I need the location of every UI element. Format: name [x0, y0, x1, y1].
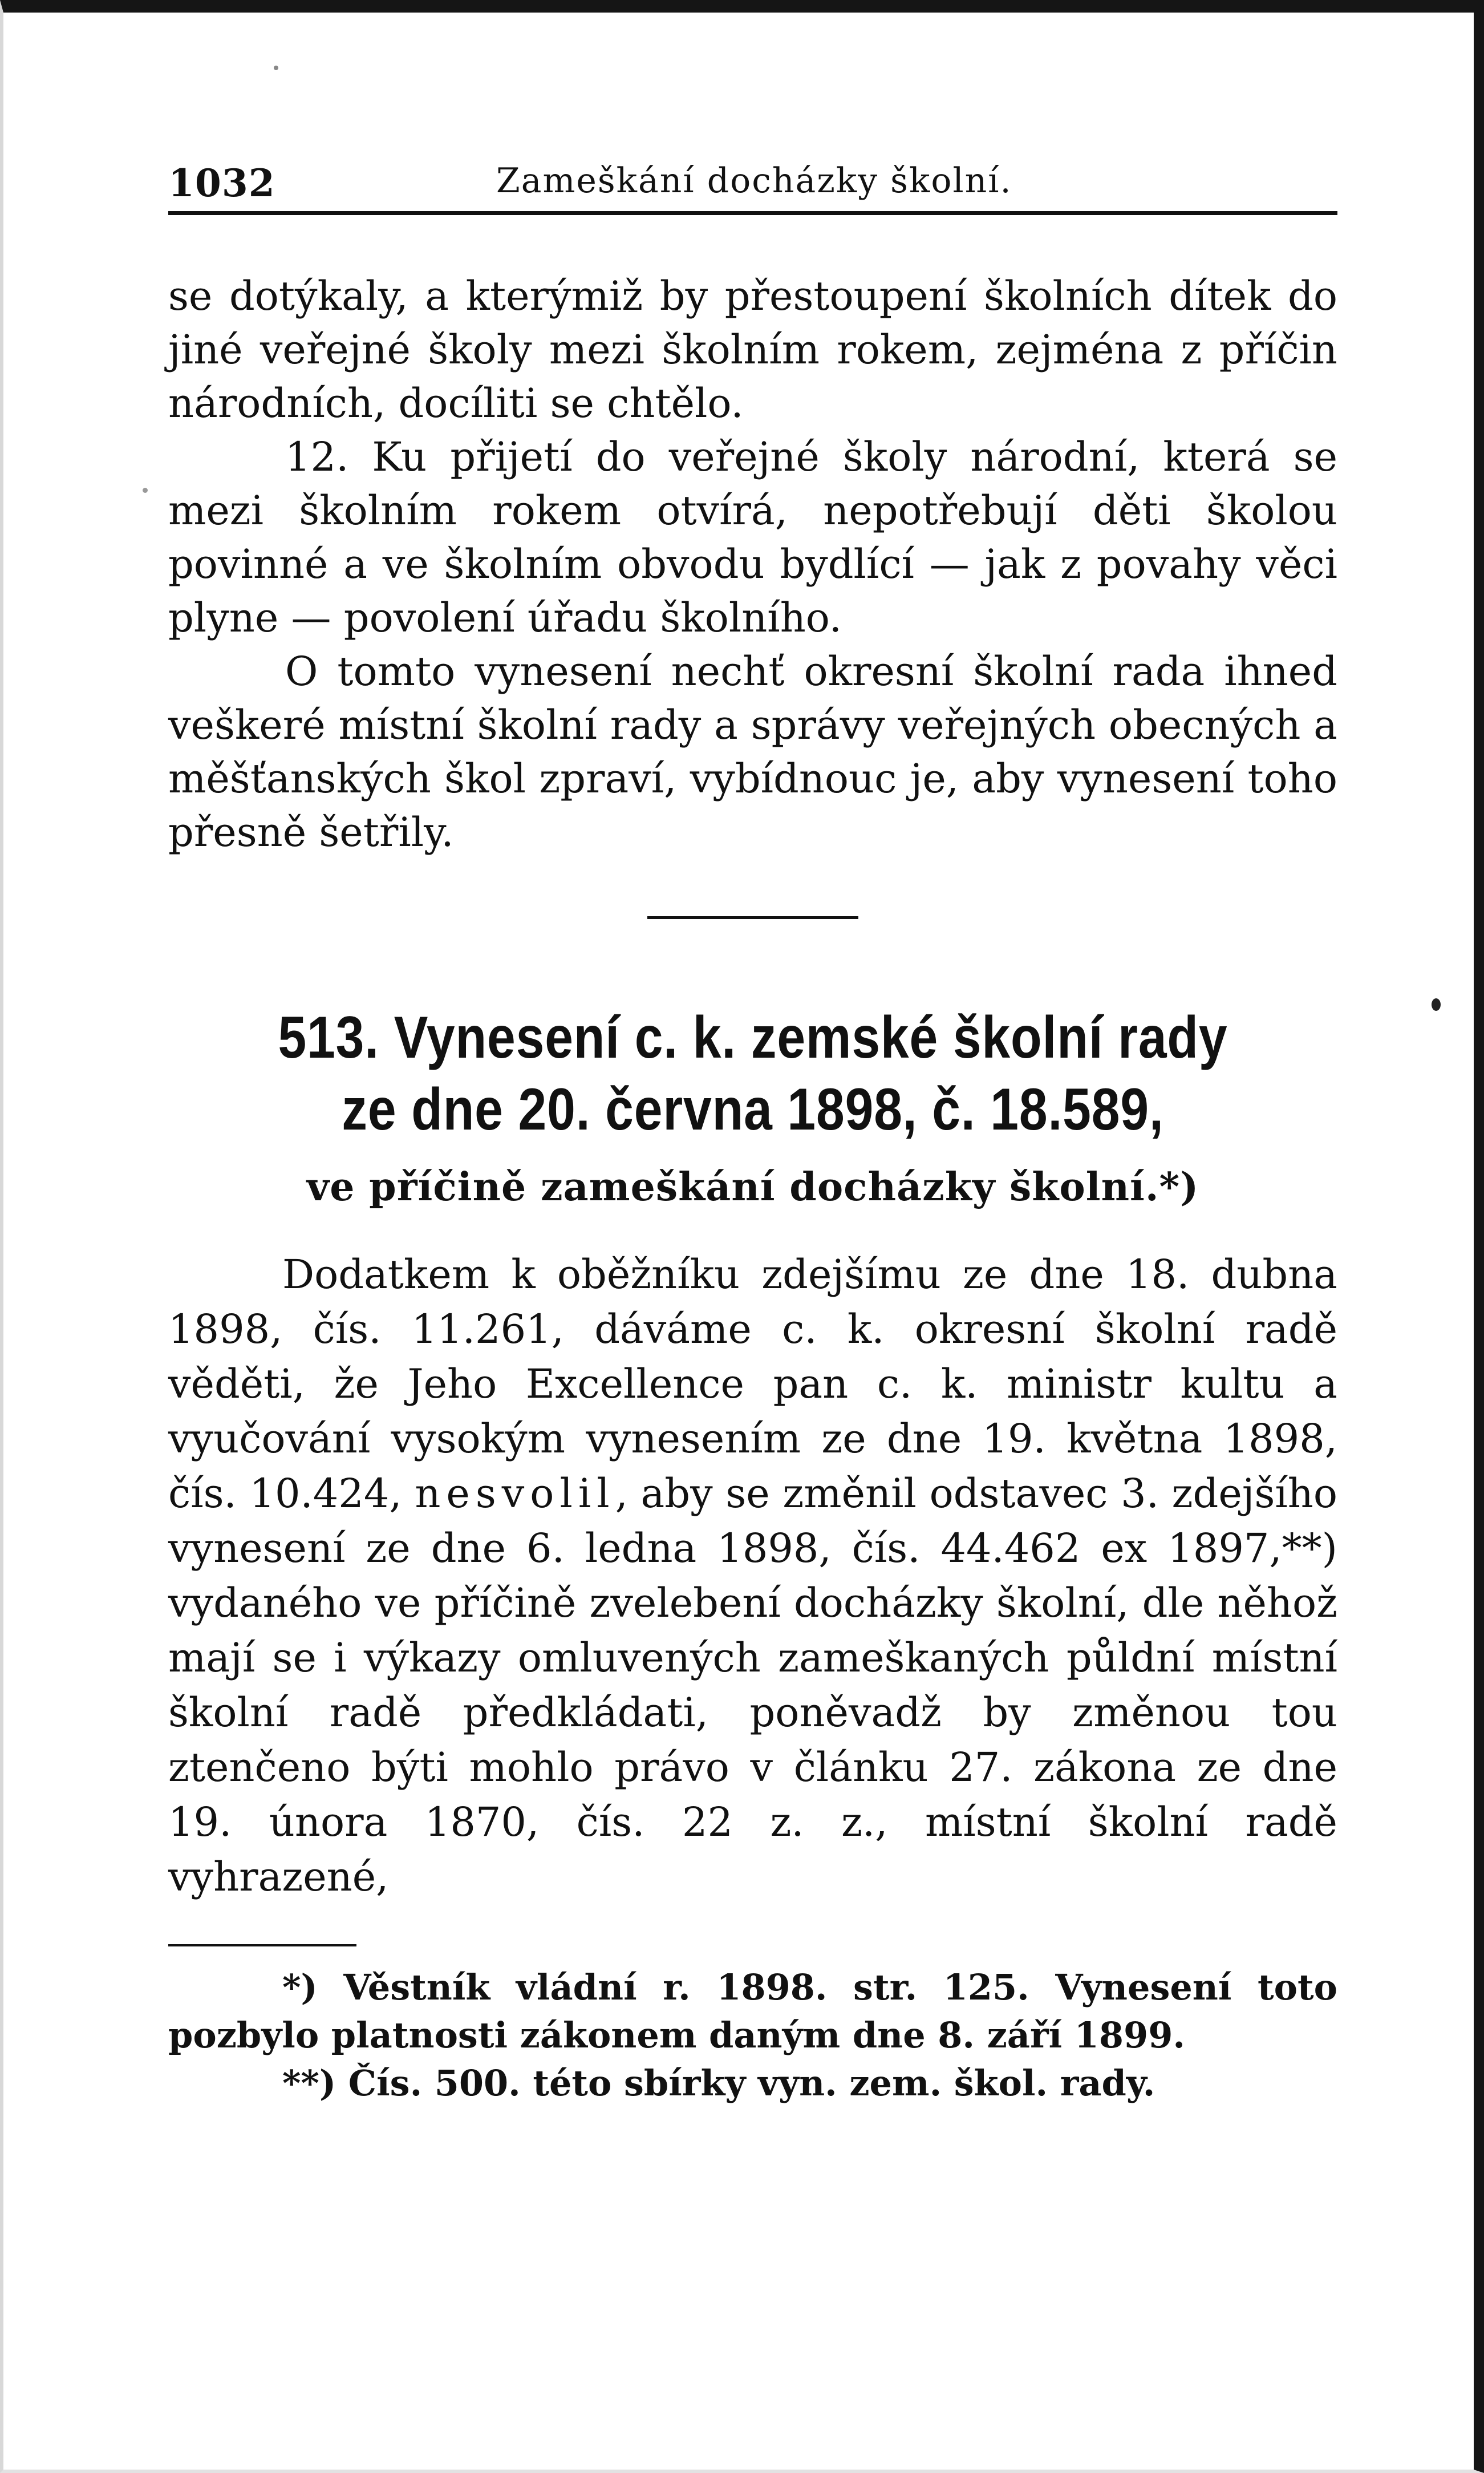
- section-subheading: ve příčině zameškání docházky školní.*): [306, 1164, 1199, 1210]
- footnote-1: *) Věstník vládní r. 1898. str. 125. Vynesení toto pozbylo platnosti zákonem daným dne 8. září 1899.: [168, 1966, 1337, 2056]
- page-number: 1032: [168, 161, 275, 205]
- running-head: [168, 148, 1337, 215]
- footnote-rule: [168, 1944, 356, 1946]
- main-paragraph-spaced-word: nesvolil: [415, 1470, 615, 1517]
- footnote-2: **) Čís. 500. této sbírky vyn. zem. škol. rady.: [282, 2062, 1155, 2104]
- main-paragraph-start: Dodatkem k oběžníku zdejšímu ze dne 18. dubna 1898, čís. 11.261, dáváme c. k. okresní školní radě věděti, že Jeho Excellence pan c. k. ministr kultu a vyučování vysokým vynesením ze dne 19. května 1898, čís. 10.424,: [168, 1251, 1337, 1517]
- main-paragraph: [168, 1247, 1337, 1904]
- book-page: [168, 148, 1337, 2107]
- scan-speck: [274, 66, 278, 70]
- paragraph-12: 12. Ku přijetí do veřejné školy národní, která se mezi školním rokem otvírá, nepotřebují děti školou povinné a ve školním obvodu bydlící — jak z povahy věci plyne — povolení úřadu školního.: [168, 434, 1337, 641]
- paragraph-o-tomto: O tomto vynesení nechť okresní školní rada ihned veškeré místní školní rady a správy veřejných obecných a měšťanských škol zpraví, vybídnouc je, aby vynesení toho přesně šetřily.: [168, 648, 1337, 856]
- footnotes: [168, 1964, 1337, 2107]
- section-heading-line-1: 513. Vynesení c. k. zemské školní rady: [278, 1005, 1228, 1071]
- paragraph-continuation: se dotýkaly, a kterýmiž by přestoupení školních dítek do jiné veřejné školy mezi školním rokem, zejména z příčin národních, docíliti se chtělo.: [168, 273, 1337, 427]
- scan-speck: [1432, 998, 1441, 1011]
- main-paragraph-end: , aby se změnil odstavec 3. zdejšího vynesení ze dne 6. ledna 1898, čís. 44.462 ex 1897,**) vydaného ve příčině zvelebení docházky školní, dle něhož mají se i výkazy omluvených zameškaných půldní místní školní radě předkládati, poněvadž by změnou tou ztenčeno býti mohlo právo v článku 27. zákona ze dne 19. února 1870, čís. 22 z. z., místní školní radě vyhrazené,: [168, 1470, 1338, 1900]
- section-heading-line-2: ze dne 20. června 1898, č. 18.589,: [342, 1076, 1164, 1143]
- section-heading: [250, 1002, 1256, 1146]
- section-divider: [647, 916, 858, 919]
- running-title: Zameškání docházky školní.: [496, 161, 1012, 201]
- scan-speck: [143, 488, 148, 493]
